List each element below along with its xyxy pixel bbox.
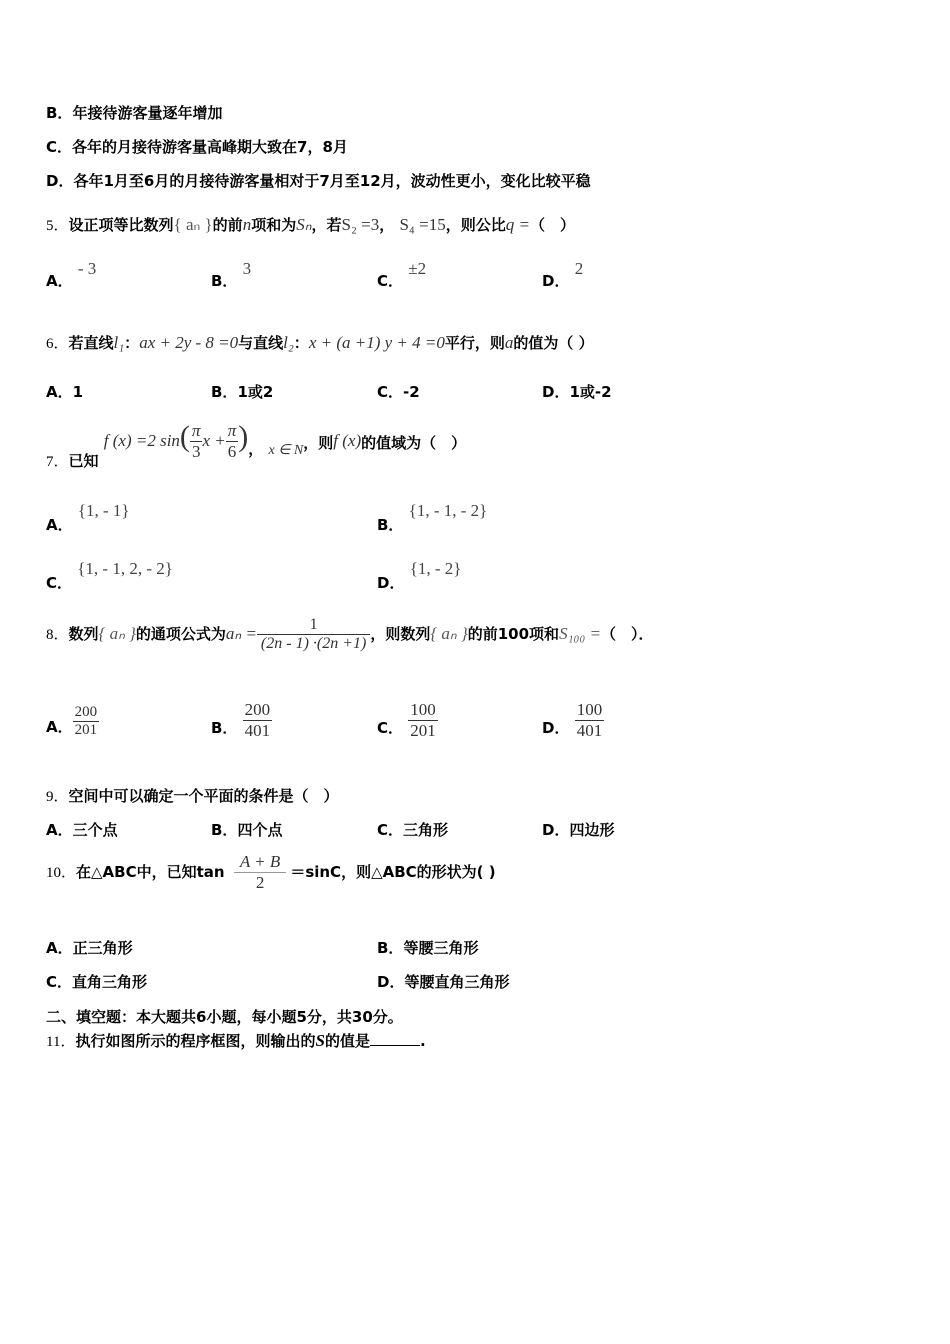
option-letter: C． bbox=[377, 719, 404, 737]
q-text: （ ）． bbox=[601, 625, 654, 643]
frac-den: 201 bbox=[410, 721, 436, 740]
question-5 bbox=[46, 214, 575, 235]
q-text: 设正项等比数列 bbox=[68, 216, 174, 234]
option-value: 直角三角形 bbox=[72, 973, 148, 991]
q6-option-d[interactable] bbox=[542, 381, 612, 402]
question-9 bbox=[46, 785, 339, 806]
math-s4: S₄ =15 bbox=[399, 215, 446, 234]
option-value: 三个点 bbox=[72, 821, 118, 839]
math-x-plus: x + bbox=[202, 431, 226, 450]
option-value: 3 bbox=[242, 259, 252, 278]
option-letter: D． bbox=[377, 574, 405, 592]
fraction-a-plus-b bbox=[234, 852, 287, 893]
option-text: 各年1月至6月的月接待游客量相对于7月至12月，波动性更小，变化比较平稳 bbox=[73, 172, 591, 190]
option-text: 年接待游客量逐年增加 bbox=[72, 104, 223, 122]
frac-num: A + B bbox=[239, 852, 281, 871]
q-text: 与直线 bbox=[238, 334, 284, 352]
option-b-line bbox=[46, 102, 222, 123]
option-value: ±2 bbox=[408, 259, 427, 278]
frac-num: 1 bbox=[309, 616, 318, 633]
q5-option-a[interactable] bbox=[46, 259, 97, 291]
q-text: ， bbox=[379, 216, 395, 234]
frac-den: (2n - 1) ·(2n +1) bbox=[257, 634, 370, 653]
q-text: 的前 bbox=[212, 216, 243, 234]
question-number: 11． bbox=[46, 1034, 76, 1050]
option-letter: C． bbox=[377, 383, 404, 401]
frac-den: 401 bbox=[244, 721, 271, 740]
option-value: 四个点 bbox=[237, 821, 283, 839]
option-letter: D． bbox=[46, 172, 74, 190]
q9-option-d[interactable] bbox=[542, 819, 614, 840]
math-eq2: x + (a +1) y + 4 =0 bbox=[308, 333, 445, 352]
q8-option-a[interactable] bbox=[46, 704, 99, 739]
question-number: 9． bbox=[46, 789, 69, 805]
q9-option-a[interactable] bbox=[46, 819, 118, 840]
fraction-pi-6 bbox=[226, 421, 239, 462]
q5-option-d[interactable] bbox=[542, 259, 584, 291]
math-sn: Sₙ bbox=[296, 215, 312, 234]
math-s: S bbox=[315, 1031, 325, 1050]
question-number: 6． bbox=[46, 336, 69, 352]
option-letter: C． bbox=[46, 973, 73, 991]
option-letter: D． bbox=[542, 383, 570, 401]
option-letter: A． bbox=[46, 718, 73, 736]
math-eq1: ax + 2y - 8 =0 bbox=[139, 333, 239, 352]
math-s100: S₁₀₀ = bbox=[559, 624, 602, 643]
option-fraction bbox=[575, 700, 605, 741]
q-text: ： bbox=[293, 334, 309, 352]
frac-num: 200 bbox=[74, 704, 98, 720]
q-text: ，则公比 bbox=[445, 216, 506, 234]
option-letter: D． bbox=[377, 973, 405, 991]
option-value: 等腰直角三角形 bbox=[404, 973, 510, 991]
option-letter: B． bbox=[377, 939, 404, 957]
option-value: 1 bbox=[72, 383, 84, 401]
option-value: 四边形 bbox=[569, 821, 615, 839]
q-text: 项和为 bbox=[251, 216, 297, 234]
q8-option-d[interactable] bbox=[542, 700, 604, 741]
math-s2: S₂ =3 bbox=[341, 215, 380, 234]
q6-option-a[interactable] bbox=[46, 381, 83, 402]
math-an: aₙ = bbox=[225, 624, 257, 643]
frac-num: 200 bbox=[244, 700, 271, 719]
option-value: 1或2 bbox=[237, 383, 274, 401]
q7-option-a[interactable] bbox=[46, 500, 130, 534]
option-value: 等腰三角形 bbox=[403, 939, 479, 957]
math-fx2: f (x) bbox=[333, 431, 362, 450]
q10-option-d[interactable] bbox=[377, 971, 509, 992]
option-letter: A． bbox=[46, 821, 73, 839]
q6-option-c[interactable] bbox=[377, 381, 420, 402]
math-a: a bbox=[504, 333, 514, 352]
option-letter: A． bbox=[46, 383, 73, 401]
option-letter: C． bbox=[46, 574, 73, 592]
option-letter: D． bbox=[542, 272, 570, 290]
q-text: 的值是 bbox=[324, 1032, 370, 1050]
q-text: 执行如图所示的程序框图，则输出的 bbox=[75, 1032, 316, 1050]
math-cond: x ∈ N bbox=[268, 443, 304, 458]
option-letter: B． bbox=[211, 383, 238, 401]
frac-num: π bbox=[191, 421, 201, 440]
q-text: 的前100项和 bbox=[467, 625, 560, 643]
option-letter: D． bbox=[542, 821, 570, 839]
question-10 bbox=[46, 852, 496, 893]
option-letter: A． bbox=[46, 272, 73, 290]
math-l2: l₂ bbox=[283, 333, 294, 352]
option-value: 正三角形 bbox=[72, 939, 133, 957]
option-letter: B． bbox=[46, 104, 73, 122]
q-text: ， bbox=[248, 440, 264, 458]
frac-num: 100 bbox=[410, 700, 436, 719]
option-fraction bbox=[408, 700, 438, 741]
option-letter: B． bbox=[211, 272, 238, 290]
option-fraction bbox=[243, 700, 273, 741]
q-text: 数列 bbox=[68, 625, 99, 643]
option-value: 1或-2 bbox=[569, 383, 612, 401]
option-letter: C． bbox=[377, 821, 404, 839]
q-text: ，则数列 bbox=[370, 625, 431, 643]
math-q: q = bbox=[505, 215, 530, 234]
section-heading: 二、填空题：本大题共6小题，每小题5分，共30分。 bbox=[46, 1008, 403, 1026]
question-6 bbox=[46, 332, 594, 353]
answer-blank[interactable] bbox=[370, 1031, 420, 1046]
q-text: 的值域为（ ） bbox=[361, 434, 467, 452]
q7-option-c[interactable] bbox=[46, 558, 173, 592]
q9-option-c[interactable] bbox=[377, 819, 448, 840]
q-text: 的值为（ ） bbox=[513, 334, 594, 352]
question-8 bbox=[46, 616, 654, 653]
q8-option-b[interactable] bbox=[211, 700, 272, 741]
q-text: 在△ABC中，已知tan bbox=[76, 863, 225, 881]
math-seq: { aₙ } bbox=[98, 624, 136, 643]
option-value: -2 bbox=[403, 383, 420, 401]
question-number: 8． bbox=[46, 627, 69, 643]
q-text: ，则 bbox=[303, 434, 334, 452]
q5-option-b[interactable] bbox=[211, 259, 252, 291]
q6-option-b[interactable] bbox=[211, 381, 273, 402]
frac-den: 201 bbox=[74, 722, 98, 738]
q7-option-d[interactable] bbox=[377, 558, 462, 592]
option-letter: C． bbox=[46, 138, 73, 156]
option-letter: D． bbox=[542, 719, 570, 737]
option-value: 2 bbox=[574, 259, 584, 278]
option-letter: B． bbox=[377, 516, 404, 534]
q-text: 的通项公式为 bbox=[135, 625, 226, 643]
q5-option-c[interactable] bbox=[377, 259, 427, 291]
option-text: 各年的月接待游客量高峰期大致在7，8月 bbox=[72, 138, 348, 156]
frac-num: π bbox=[227, 421, 237, 440]
frac-den: 2 bbox=[234, 872, 287, 893]
q10-option-a[interactable] bbox=[46, 937, 133, 958]
option-letter: A． bbox=[46, 516, 73, 534]
question-number: 10． bbox=[46, 865, 77, 881]
question-number: 7． bbox=[46, 454, 69, 470]
math-seq: { aₙ } bbox=[173, 215, 213, 234]
frac-den: 3 bbox=[191, 442, 201, 461]
question-11 bbox=[46, 1030, 426, 1051]
q9-option-b[interactable] bbox=[211, 819, 282, 840]
q-text: 空间中可以确定一个平面的条件是（ ） bbox=[68, 787, 339, 805]
question-7: 7．已知 f (x) =2 sin( $\frac{\pi}{3}$ x + $\frac{\pi}{6}$ )， x ∈ N，则f (x)的值域为（ ） bbox=[46, 420, 467, 470]
option-value: {1, - 1, - 2} bbox=[408, 501, 488, 520]
q-text: 平行，则 bbox=[444, 334, 505, 352]
fraction-pi-3 bbox=[190, 421, 203, 462]
math-l1: l₁ bbox=[113, 333, 125, 352]
math-fx: f (x) =2 sin bbox=[103, 431, 180, 450]
option-value: 三角形 bbox=[403, 821, 449, 839]
q-text: 已知 bbox=[68, 452, 99, 470]
frac-num: 100 bbox=[576, 700, 603, 719]
q-text: ＝sinC，则△ABC的形状为( ) bbox=[290, 863, 496, 881]
q7-option-b[interactable] bbox=[377, 500, 488, 534]
frac-den: 401 bbox=[576, 721, 603, 740]
frac-den: 6 bbox=[227, 442, 237, 461]
option-value: {1, - 1, 2, - 2} bbox=[77, 559, 173, 578]
math-n: n bbox=[242, 215, 252, 234]
option-d-line bbox=[46, 170, 591, 191]
q-text: ，若 bbox=[311, 216, 342, 234]
option-letter: A． bbox=[46, 939, 73, 957]
option-value: {1, - 2} bbox=[409, 559, 462, 578]
fraction-general-term bbox=[257, 616, 370, 653]
question-number: 5． bbox=[46, 218, 69, 234]
q10-option-b[interactable] bbox=[377, 937, 478, 958]
option-fraction bbox=[73, 704, 100, 739]
q-text: . bbox=[419, 1032, 426, 1050]
math-seq: { aₙ } bbox=[430, 624, 468, 643]
option-c-line bbox=[46, 136, 348, 157]
option-letter: B． bbox=[211, 821, 238, 839]
q-text: 若直线 bbox=[68, 334, 114, 352]
option-letter: C． bbox=[377, 272, 404, 290]
option-letter: B． bbox=[211, 719, 238, 737]
option-value: {1, - 1} bbox=[77, 501, 130, 520]
q-text: （ ） bbox=[529, 216, 575, 234]
option-value: - 3 bbox=[77, 259, 97, 278]
q8-option-c[interactable] bbox=[377, 700, 438, 741]
q10-option-c[interactable] bbox=[46, 971, 147, 992]
q-text: ： bbox=[124, 334, 140, 352]
